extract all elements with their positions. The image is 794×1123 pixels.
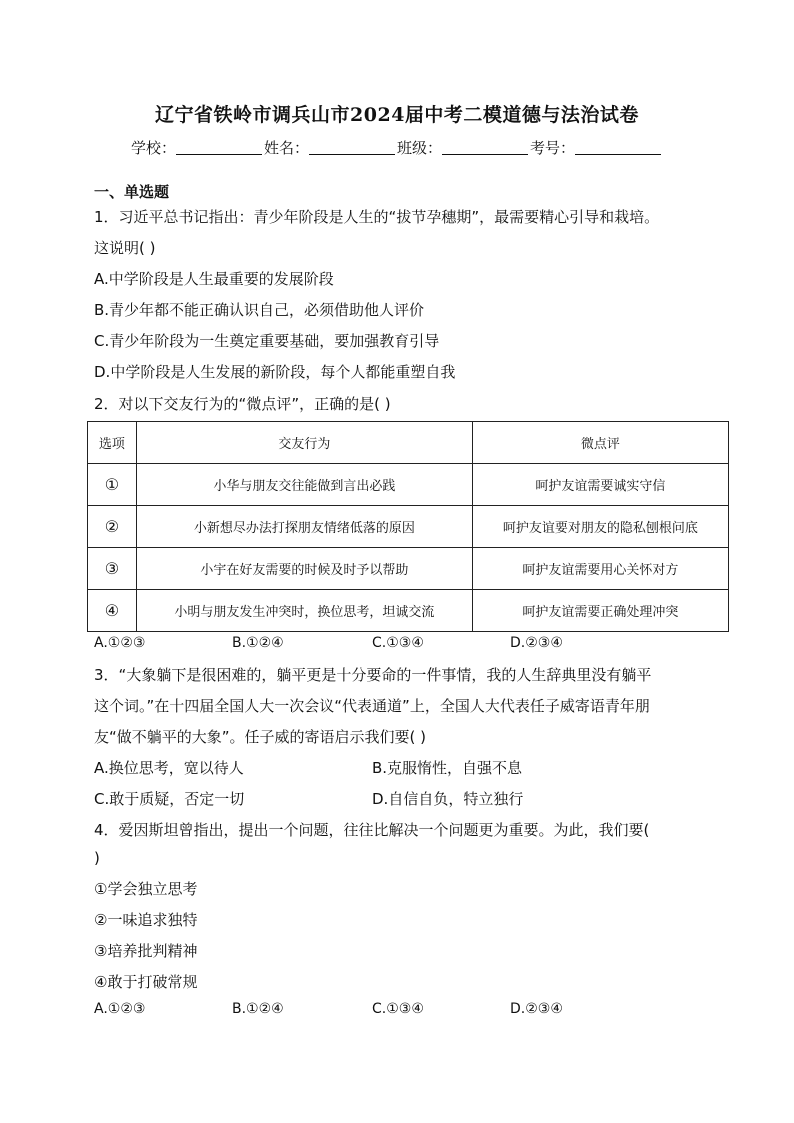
row-comment: 呵护友谊需要正确处理冲突 bbox=[472, 590, 728, 632]
q1-option-d: D.中学阶段是人生发展的新阶段，每个人都能重塑自我 bbox=[94, 363, 456, 381]
row-marker: ④ bbox=[88, 590, 137, 632]
row-behavior: 小明与朋友发生冲突时，换位思考，坦诚交流 bbox=[136, 590, 472, 632]
id-label: 考号： bbox=[530, 139, 576, 157]
q4-option-d: D.②③④ bbox=[510, 1001, 563, 1017]
q3-option-a: A.换位思考，宽以待人 bbox=[94, 759, 244, 777]
table-row bbox=[88, 506, 729, 548]
q1-option-c: C.青少年阶段为一生奠定重要基础，要加强教育引导 bbox=[94, 332, 440, 350]
q1-option-a: A.中学阶段是人生最重要的发展阶段 bbox=[94, 270, 334, 288]
q2-option-b: B.①②④ bbox=[232, 635, 284, 651]
q4-stem-line2: ) bbox=[94, 849, 100, 867]
q3-option-b: B.克服惰性，自强不息 bbox=[372, 759, 523, 777]
q4-statement-2: ②一味追求独特 bbox=[94, 911, 198, 929]
row-comment: 呵护友谊需要用心关怀对方 bbox=[472, 548, 728, 590]
row-behavior: 小新想尽办法打探朋友情绪低落的原因 bbox=[136, 506, 472, 548]
q2-option-c: C.①③④ bbox=[372, 635, 424, 651]
table-row bbox=[88, 590, 729, 632]
school-label: 学校： bbox=[130, 139, 176, 157]
school-blank bbox=[176, 140, 262, 155]
table-row bbox=[88, 548, 729, 590]
q4-option-b: B.①②④ bbox=[232, 1001, 284, 1017]
table-row bbox=[88, 464, 729, 506]
q1-stem-line2: 这说明( ) bbox=[94, 239, 156, 257]
q3-option-c: C.敢于质疑，否定一切 bbox=[94, 790, 245, 808]
table-header-row bbox=[88, 422, 729, 464]
id-blank bbox=[575, 140, 661, 155]
q4-statement-3: ③培养批判精神 bbox=[94, 942, 198, 960]
class-blank bbox=[442, 140, 528, 155]
name-blank bbox=[309, 140, 395, 155]
row-marker: ② bbox=[88, 506, 137, 548]
q2-stem: 2．对以下交友行为的“微点评”，正确的是( ) bbox=[94, 395, 391, 413]
page-title: 辽宁省铁岭市调兵山市2024届中考二模道德与法治试卷 bbox=[155, 104, 639, 126]
q2-table bbox=[87, 421, 729, 632]
q1-option-b: B.青少年都不能正确认识自己，必须借助他人评价 bbox=[94, 301, 425, 319]
section-heading: 一、单选题 bbox=[94, 183, 170, 201]
row-marker: ① bbox=[88, 464, 137, 506]
row-behavior: 小华与朋友交往能做到言出必践 bbox=[136, 464, 472, 506]
row-behavior: 小宇在好友需要的时候及时予以帮助 bbox=[136, 548, 472, 590]
q3-stem-line1: 3．“大象躺下是很困难的，躺平更是十分要命的一件事情，我的人生辞典里没有躺平 bbox=[94, 666, 652, 684]
student-info-line bbox=[0, 137, 794, 158]
header-comment: 微点评 bbox=[472, 422, 728, 464]
row-comment: 呵护友谊需要诚实守信 bbox=[472, 464, 728, 506]
q2-option-a: A.①②③ bbox=[94, 635, 146, 651]
q4-statement-4: ④敢于打破常规 bbox=[94, 973, 198, 991]
q4-stem-line1: 4．爱因斯坦曾指出，提出一个问题，往往比解决一个问题更为重要。为此，我们要( bbox=[94, 821, 650, 839]
class-label: 班级： bbox=[397, 139, 443, 157]
header-option: 选项 bbox=[88, 422, 137, 464]
q3-stem-line2: 这个词。”在十四届全国人大一次会议“代表通道”上，全国人大代表任子威寄语青年朋 bbox=[94, 697, 650, 715]
name-label: 姓名： bbox=[263, 139, 309, 157]
q2-option-d: D.②③④ bbox=[510, 635, 563, 651]
q1-stem-line1: 1．习近平总书记指出：青少年阶段是人生的“拔节孕穗期”，最需要精心引导和栽培。 bbox=[94, 208, 660, 226]
q4-option-a: A.①②③ bbox=[94, 1001, 146, 1017]
row-comment: 呵护友谊要对朋友的隐私刨根问底 bbox=[472, 506, 728, 548]
q3-stem-line3: 友“做不躺平的大象”。任子威的寄语启示我们要( ) bbox=[94, 728, 427, 746]
q4-statement-1: ①学会独立思考 bbox=[94, 880, 198, 898]
q3-option-d: D.自信自负，特立独行 bbox=[372, 790, 524, 808]
row-marker: ③ bbox=[88, 548, 137, 590]
q4-option-c: C.①③④ bbox=[372, 1001, 424, 1017]
header-behavior: 交友行为 bbox=[136, 422, 472, 464]
